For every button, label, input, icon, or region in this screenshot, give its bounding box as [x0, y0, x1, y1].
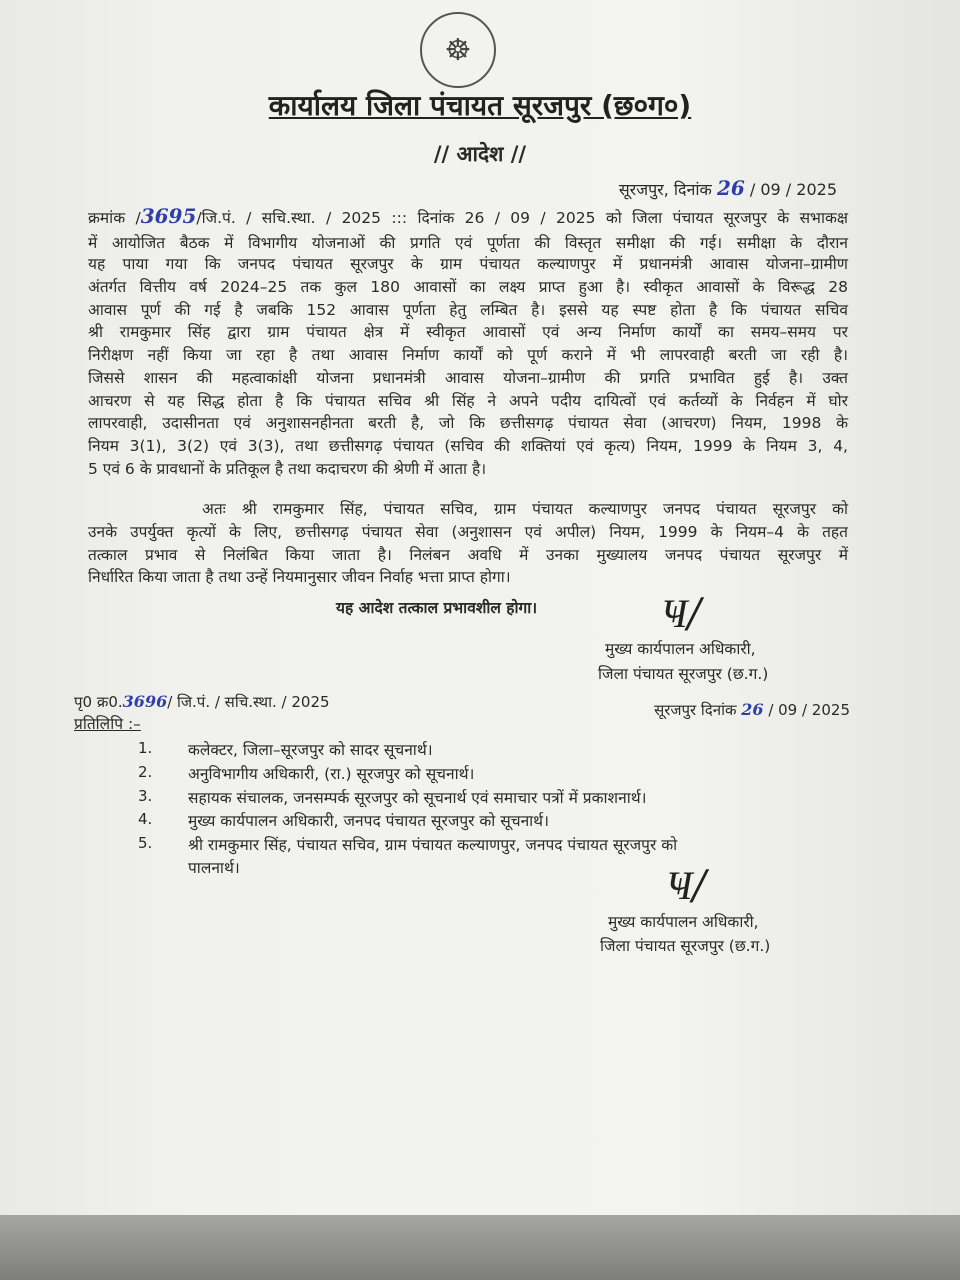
- signature1-office: जिला पंचायत सूरजपुर (छ.ग.): [598, 665, 769, 683]
- ref-rest: /जि.पं. / सचि.स्था. / 2025 ::: दिनांक 26 / 09 / 2025 को जिला पंचायत सूरजपुर के सभाकक्ष: [196, 209, 848, 227]
- para1-line: लापरवाही, उदासीनता एवं अनुशासनहीनता बरती है, जो कि छत्तीसगढ़ पंचायत सेवा (आचरण) नियम, 1998 के: [88, 414, 848, 432]
- table-surface: [0, 1215, 960, 1280]
- signature1-designation: मुख्य कार्यपालन अधिकारी,: [605, 640, 756, 658]
- order-date: [619, 176, 837, 200]
- copy-item: कलेक्टर, जिला–सूरजपुर को सादर सूचनार्थ।: [188, 741, 433, 759]
- ref-label: क्रमांक /: [88, 209, 141, 227]
- para1-line: अंतर्गत वित्तीय वर्ष 2024–25 तक कुल 180 आवासों का लक्ष्य प्राप्त हुआ है। स्वीकृत आवासों के विरूद्ध 28: [88, 278, 848, 296]
- copy-reference: [74, 692, 330, 712]
- copy-ref-label: पृ0 क्र0.: [74, 693, 123, 711]
- copy-item-number: 1.: [138, 739, 153, 757]
- copy-item: अनुविभागीय अधिकारी, (रा.) सूरजपुर को सूचनार्थ।: [188, 765, 475, 783]
- para2-line: तत्काल प्रभाव से निलंबित किया जाता है। निलंबन अवधि में उनका मुख्यालय जनपद पंचायत सूरजपुर में: [88, 546, 848, 564]
- para1-line: में आयोजित बैठक में विभागीय योजनाओं की प्रगति एवं पूर्णता की विस्तृत समीक्षा की गई। समीक्षा के दौरान: [88, 234, 848, 252]
- date-label: सूरजपुर, दिनांक: [618, 180, 712, 199]
- copy-ref-rest: / जि.पं. / सचि.स्था. / 2025: [167, 693, 330, 711]
- copy-date-label: सूरजपुर दिनांक: [654, 701, 737, 719]
- state-emblem-icon: ☸: [420, 12, 496, 88]
- signature2-office: जिला पंचायत सूरजपुर (छ.ग.): [600, 937, 771, 955]
- para1-line: आवास पूर्ण की गई है जबकि 152 आवास पूर्णता हेतु लम्बित है। इससे यह स्पष्ट होता है कि पंचायत सचिव: [88, 301, 848, 319]
- date-rest: / 09 / 2025: [749, 180, 837, 199]
- copy-date: [654, 700, 850, 720]
- para1-line: श्री रामकुमार सिंह द्वारा ग्राम पंचायत क्षेत्र में स्वीकृत आवासों एवं अन्य निर्माण कार्यों का समय–समय पर: [88, 323, 848, 341]
- handwritten-copy-day: 26: [741, 700, 764, 719]
- handwritten-ref-number: 3695: [140, 204, 197, 228]
- para2-line: अतः श्री रामकुमार सिंह, पंचायत सचिव, ग्राम पंचायत कल्याणपुर जनपद पंचायत सूरजपुर को: [202, 500, 848, 518]
- handwritten-copy-ref-number: 3696: [122, 692, 168, 711]
- para1-line: आचरण से यह सिद्ध होता है कि पंचायत सचिव श्री सिंह ने अपने पदीय दायित्वों एवं कर्तव्यों के निर्वहन में घोर: [88, 392, 848, 410]
- signature2-designation: मुख्य कार्यपालन अधिकारी,: [608, 913, 759, 931]
- copy-item-continuation: पालनार्थ।: [188, 859, 240, 877]
- copy-date-rest: / 09 / 2025: [768, 701, 850, 719]
- copy-item-number: 2.: [138, 763, 153, 781]
- para1-line: यह पाया गया कि जनपद पंचायत सूरजपुर के ग्राम पंचायत कल्याणपुर में प्रधानमंत्री आवास योजना–ग्रामीण: [88, 255, 848, 273]
- copy-item-number: 3.: [138, 787, 153, 805]
- signature-mark: Ҹ/: [665, 863, 707, 909]
- copy-item: मुख्य कार्यपालन अधिकारी, जनपद पंचायत सूरजपुर को सूचनार्थ।: [188, 812, 549, 830]
- reference-line: [88, 204, 848, 228]
- para1-line: 5 एवं 6 के प्रावधानों के प्रतिकूल है तथा कदाचरण की श्रेणी में आता है।: [88, 460, 487, 478]
- copy-item-number: 4.: [138, 810, 153, 828]
- effective-statement: यह आदेश तत्काल प्रभावशील होगा।: [336, 599, 538, 617]
- copy-heading: प्रतिलिपि :–: [74, 715, 141, 733]
- para1-line: जिससे शासन की महत्वाकांक्षी योजना प्रधानमंत्री आवास योजना–ग्रामीण की प्रगति प्रभावित हुई है। उक्त: [88, 369, 848, 387]
- signature-mark: Ҹ/: [660, 591, 702, 637]
- handwritten-day: 26: [716, 176, 745, 200]
- office-title: कार्यालय जिला पंचायत सूरजपुर (छ०ग०): [268, 89, 692, 122]
- para1-line: निरीक्षण नहीं किया जा रहा है तथा आवास निर्माण कार्यों को पूर्ण कराने में भी लापरवाही बरती जा रही है।: [88, 346, 848, 364]
- copy-item: सहायक संचालक, जनसम्पर्क सूरजपुर को सूचनार्थ एवं समाचार पत्रों में प्रकाशनार्थ।: [188, 789, 647, 807]
- copy-item-number: 5.: [138, 834, 153, 852]
- para1-line: नियम 3(1), 3(2) एवं 3(3), तथा छत्तीसगढ़ पंचायत (सचिव की शक्तियां एवं कृत्य) नियम, 1999 के नियम 3, 4,: [88, 437, 848, 455]
- para2-line: निर्धारित किया जाता है तथा उन्हें नियमानुसार जीवन निर्वाह भत्ता प्राप्त होगा।: [88, 568, 511, 586]
- copy-item: श्री रामकुमार सिंह, पंचायत सचिव, ग्राम पंचायत कल्याणपुर, जनपद पंचायत सूरजपुर को: [188, 836, 678, 854]
- para2-line: उनके उपर्युक्त कृत्यों के लिए, छत्तीसगढ़ पंचायत सेवा (अनुशासन एवं अपील) नियम, 1999 के नियम–4 के तहत: [88, 523, 848, 541]
- order-heading: // आदेश //: [433, 142, 527, 166]
